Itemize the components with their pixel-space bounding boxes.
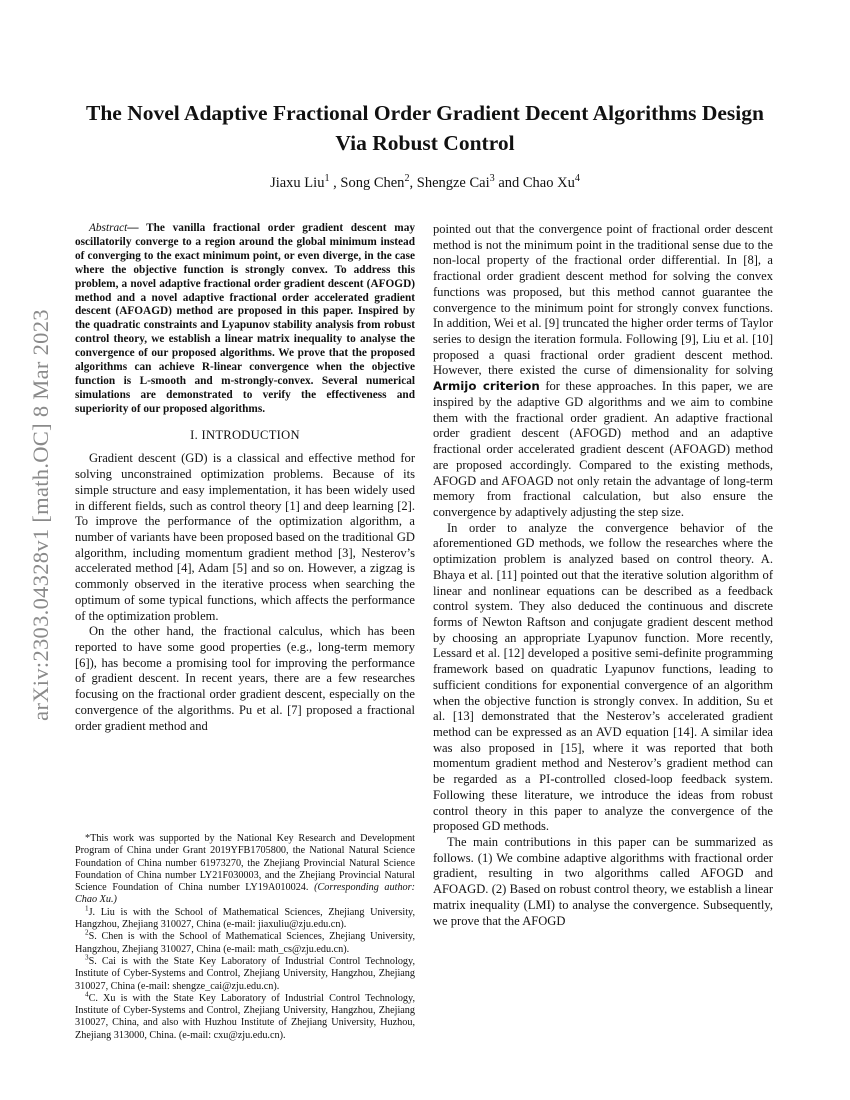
- funding-footnote: [75, 833, 415, 907]
- left-column: [75, 222, 415, 734]
- author-name: Jiaxu Liu: [270, 175, 325, 191]
- arxiv-identifier: arXiv:2303.04328v1 [math.OC] 8 Mar 2023: [28, 309, 53, 721]
- funding-text: *This work was supported by the National Key Research and Development Program of China under Grant 2019YFB1705800, the National Natural Science Foundation of China number 61973270, the Zhejiang Provincial Natural Science Foundation of China number LY21F030003, and the Zhejiang Provincial Natural Science Foundation of China number LY19A010024.: [75, 833, 415, 894]
- affiliation-footnote: [75, 953, 415, 993]
- author-mark: 3: [489, 173, 495, 185]
- author-separator: ,: [409, 175, 417, 191]
- author-separator: ,: [329, 175, 341, 191]
- footnote-mark: 2: [85, 928, 89, 937]
- body-paragraph: In order to analyze the convergence behavior of the aforementioned GD methods, we follow the researches where the optimization problem is analyzed based on control theory. A. Bhaya et al. [11] pointed out that the iterative solution algorithm of linear and nonlinear equations can be described as a feedback control system. They also deduced the continuous and discrete forms of Newton Raftson and conjugate gradient descent method by choosing an appropriate Lyapunov function. More recently, Lessard et al. [12] developed a positive semi-definite programming framework based on quadratic Lyapunov functions, leading to sufficient conditions for exponential convergence of an algorithm when the objective function is strongly convex. In addition, Su et al. [13] demonstrated that the Nesterov’s accelerated gradient method can be expressed as an AVD equation [14]. A similar idea was also proposed in [15], where it was reported that both momentum gradient method and Nesterov’s gradient method can be regarded as a PI-controlled closed-loop feedback system. Following these literature, we introduce the ideas from robust control theory in this paper to analyze the convergence of the proposed GD methods.: [433, 520, 773, 834]
- keyword-armijo: Armijo criterion: [433, 379, 540, 394]
- affiliation-text: C. Xu is with the State Key Laboratory of Industrial Control Technology, Institute of Cyber-Systems and Control, Zhejiang University, Hangzhou, Zhejiang 310027, China, and also with Huzhou Institute of Zhejiang University, Huzhou, Zhejiang 313000, China. (e-mail: cxu@zju.edu.cn).: [75, 992, 415, 1041]
- author-mark: 2: [404, 173, 410, 185]
- section-heading: I. INTRODUCTION: [190, 427, 300, 442]
- body-paragraph: On the other hand, the fractional calculus, which has been reported to have some good properties (e.g., long-term memory [6]), has become a promising tool for improving the performance of gradient descent. In recent years, there are a few researches focusing on the fractional order gradient descent, especially on the convergence of the algorithms. Pu et al. [7] proposed a fractional order gradient method and: [75, 624, 415, 733]
- right-column: [433, 222, 773, 929]
- abstract-text: — The vanilla fractional order gradient descent may oscillatorily converge to a region around the global minimum instead of converging to the exact minimum point, or even diverge, in the case where the objective function is strongly convex. To address this problem, a novel adaptive fractional order gradient descent (AFOGD) method and a novel adaptive fractional order accelerated gradient descent (AFOAGD) method are proposed in this paper. Inspired by the quadratic constraints and Lyapunov stability analysis from robust control theory, we establish a linear matrix inequality to analyse the convergence of our proposed algorithms. We prove that the proposed algorithms can achieve R-linear convergence when the objective function is L-smooth and m-strongly-convex. Several numerical simulations are demonstrated to verify the effectiveness and superiority of our proposed algorithms.: [75, 222, 415, 415]
- affiliation-text: S. Chen is with the School of Mathematical Sciences, Zhejiang University, Hangzhou, Zhejiang 310027, China (e-mail: math_cs@zju.edu.cn).: [75, 931, 415, 955]
- footnote-mark: 3: [85, 953, 89, 962]
- author-name: Chao Xu: [522, 175, 575, 191]
- author-name: Song Chen: [340, 175, 405, 191]
- author-separator: and: [494, 175, 523, 191]
- author-mark: 1: [324, 173, 330, 185]
- corresponding-author: (Corresponding author: Chao Xu.): [75, 882, 415, 906]
- affiliation-footnote: [75, 990, 415, 1042]
- body-paragraph: The main contributions in this paper can be summarized as follows. (1) We combine adaptive algorithms with fractional order gradient, resulting in two algorithms called AFOGD and AFOAGD. (2) Based on robust control theory, we establish a linear matrix inequality (LMI) to analyse the convergence. Subsequently, we prove that the AFOGD: [433, 835, 773, 928]
- paper-title: The Novel Adaptive Fractional Order Gradient Decent Algorithms Design Via Robust Control: [86, 101, 764, 155]
- arxiv-stamp: [21, 300, 61, 730]
- body-paragraph: Gradient descent (GD) is a classical and effective method for solving unconstrained optimization problems. Because of its simple structure and easy implementation, it has been widely used in different fields, such as control theory [1] and deep learning [2]. To improve the performance of the optimization algorithm, a number of variants have been proposed based on the traditional GD algorithm, including momentum gradient method [3], Nesterov’s accelerated method [4], Adam [5] and so on. However, a zigzag is commonly observed in the iterative process when searching the optimum of some typical functions, which affects the performance of the optimization problem.: [75, 451, 415, 623]
- affiliation-footnote: [75, 928, 415, 956]
- footnote-mark: 1: [85, 904, 89, 913]
- abstract-label: Abstract: [89, 222, 128, 234]
- footnotes: [75, 833, 415, 1042]
- paragraph-text: for these approaches. In this paper, we are inspired by the adaptive GD algorithms and we aim to combine them with the fractional order gradient. An adaptive fractional order gradient descent (AFOGD) method and an adaptive fractional order accelerated gradient descent (AFOAGD) method are proposed accordingly. Compared to the existing methods, AFOGD and AFOAGD not only retain the advantage of long-term memory from fractional calculation, but also ensure the convergence by adaptively adjusting the step size.: [433, 379, 774, 519]
- affiliation-text: J. Liu is with the School of Mathematical Sciences, Zhejiang University, Hangzhou, Zhejiang 310027, China (e-mail: jiaxuliu@zju.edu.cn).: [75, 906, 415, 931]
- abstract: [75, 222, 415, 417]
- body-paragraph: [433, 222, 773, 521]
- paragraph-text: pointed out that the convergence point of fractional order descent method is not the minimum point in the traditional sense due to the non-local property of the fractional order differential. In [8], a fractional order gradient descent method for solving the convex functions was proposed, but this method cannot guarantee the convergence to the minimum point for strongly convex functions. In addition, Wei et al. [9] truncated the higher order terms of Taylor series to design the iteration formula. Following [9], Liu et al. [10] proposed a quasi fractional order gradient descent method. However, there existed the curse of dimensionality for solving: [433, 222, 773, 378]
- affiliation-footnote: [75, 904, 415, 932]
- footnote-mark: 4: [85, 990, 89, 999]
- author-name: Shengze Cai: [416, 175, 490, 191]
- author-list: [70, 174, 780, 192]
- author-mark: 4: [574, 173, 580, 185]
- affiliation-text: S. Cai is with the State Key Laboratory of Industrial Control Technology, Institute of Cyber-Systems and Control, Zhejiang University, Hangzhou, Zhejiang 310027, China (e-mail: shengze_cai@zju.edu.cn).: [75, 955, 415, 992]
